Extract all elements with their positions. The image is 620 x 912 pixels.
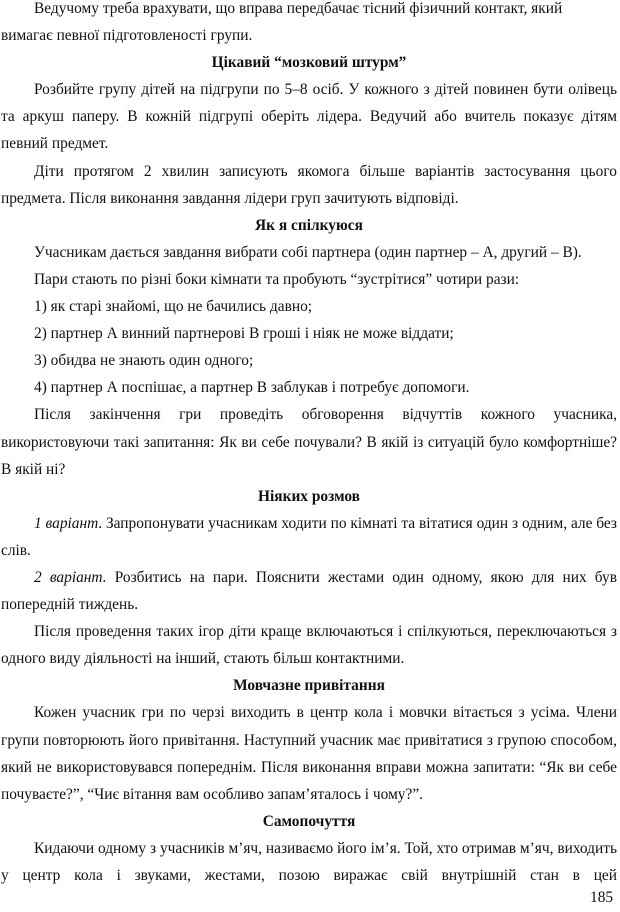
communicate-paragraph-1: Учасникам дається завдання вибрати собі партнера (один партнер – А, другий – В). xyxy=(34,243,582,261)
list-item: 4) партнер А поспішає, а партнер В заблукав і потребує допомоги. xyxy=(34,379,470,397)
list-item: 2) партнер А винний партнерові В гроші і ніяк не може віддати; xyxy=(34,325,454,343)
brainstorm-paragraph-1: Розбийте групу дітей на підгрупи по 5–8 осіб. У кожного з дітей повинен бути олівець та аркуш паперу. В кожній підгрупі оберіть лідера. Ведучий або вчитель показує дітям певний предмет. xyxy=(1,81,617,153)
wellbeing-paragraph: Кидаючи одному з учасників м’яч, називаємо його ім’я. Той, хто отримав м’яч, виходить у центр кола і звуками, жестами, позою виражає свій внутрішній стан в цей xyxy=(1,839,617,884)
variant-1-text: . Запропонувати учасникам ходити по кімнаті та вітатися один з одним, але без слів. xyxy=(1,514,618,559)
silent-greeting-paragraph: Кожен учасник гри по черзі виходить в центр кола і мовчки вітається з усіма. Члени групи повторюють його привітання. Наступний учасник має привітатися з групою способом, який не використовувався попереднім. Після виконання вправи можна запитати: “Як ви себе почуваєте?”, “Чиє вітання вам особливо запам’яталось і чому?”. xyxy=(1,704,617,803)
section-heading-brainstorm: Цікавий “мозковий штурм” xyxy=(211,54,407,72)
section-heading-silent-greeting: Мовчазне привітання xyxy=(233,677,385,695)
brainstorm-paragraph-2: Діти протягом 2 хвилин записують якомога більше варіантів застосування цього предмета. Після виконання завдання лідери груп зачитують відповіді. xyxy=(1,162,617,207)
intro-line-1: Ведучому треба врахувати, що вправа передбачає тісний фізичний контакт, який xyxy=(34,0,563,17)
section-heading-communicate: Як я спілкуюся xyxy=(255,216,363,234)
variant-2-text: Розбитись на пари. Пояснити жестами один одному, якою для них був попередній тиждень. xyxy=(1,568,617,614)
page-number: 185 xyxy=(590,889,614,906)
no-talk-variant-1 xyxy=(1,510,617,564)
no-talk-variant-2 xyxy=(1,564,617,618)
list-item: 3) обидва не знають один одного; xyxy=(34,352,254,370)
variant-2-label: 2 варіант. xyxy=(34,568,107,586)
intro-line-2: вимагає певної підготовленості групи. xyxy=(1,27,253,45)
variant-1-label: 1 варіант xyxy=(34,514,99,532)
communicate-paragraph-2: Пари стають по різні боки кімнати та пробують “зустрітися” чотири рази: xyxy=(34,270,520,288)
communicate-paragraph-3: Після закінчення гри проведіть обговорення відчуттів кожного учасника, використовуючи такі запитання: Як ви себе почували? В якій із ситуацій було комфортніше? В якій ні? xyxy=(1,406,617,478)
list-item: 1) як старі знайомі, що не бачились давно; xyxy=(34,298,313,316)
section-heading-wellbeing: Самопочуття xyxy=(262,812,356,830)
no-talk-paragraph-3: Після проведення таких ігор діти краще включаються і спілкуються, переключаються з одного виду діяльності на інший, стають більш контактними. xyxy=(1,623,617,668)
section-heading-no-talk: Ніяких розмов xyxy=(258,487,360,505)
